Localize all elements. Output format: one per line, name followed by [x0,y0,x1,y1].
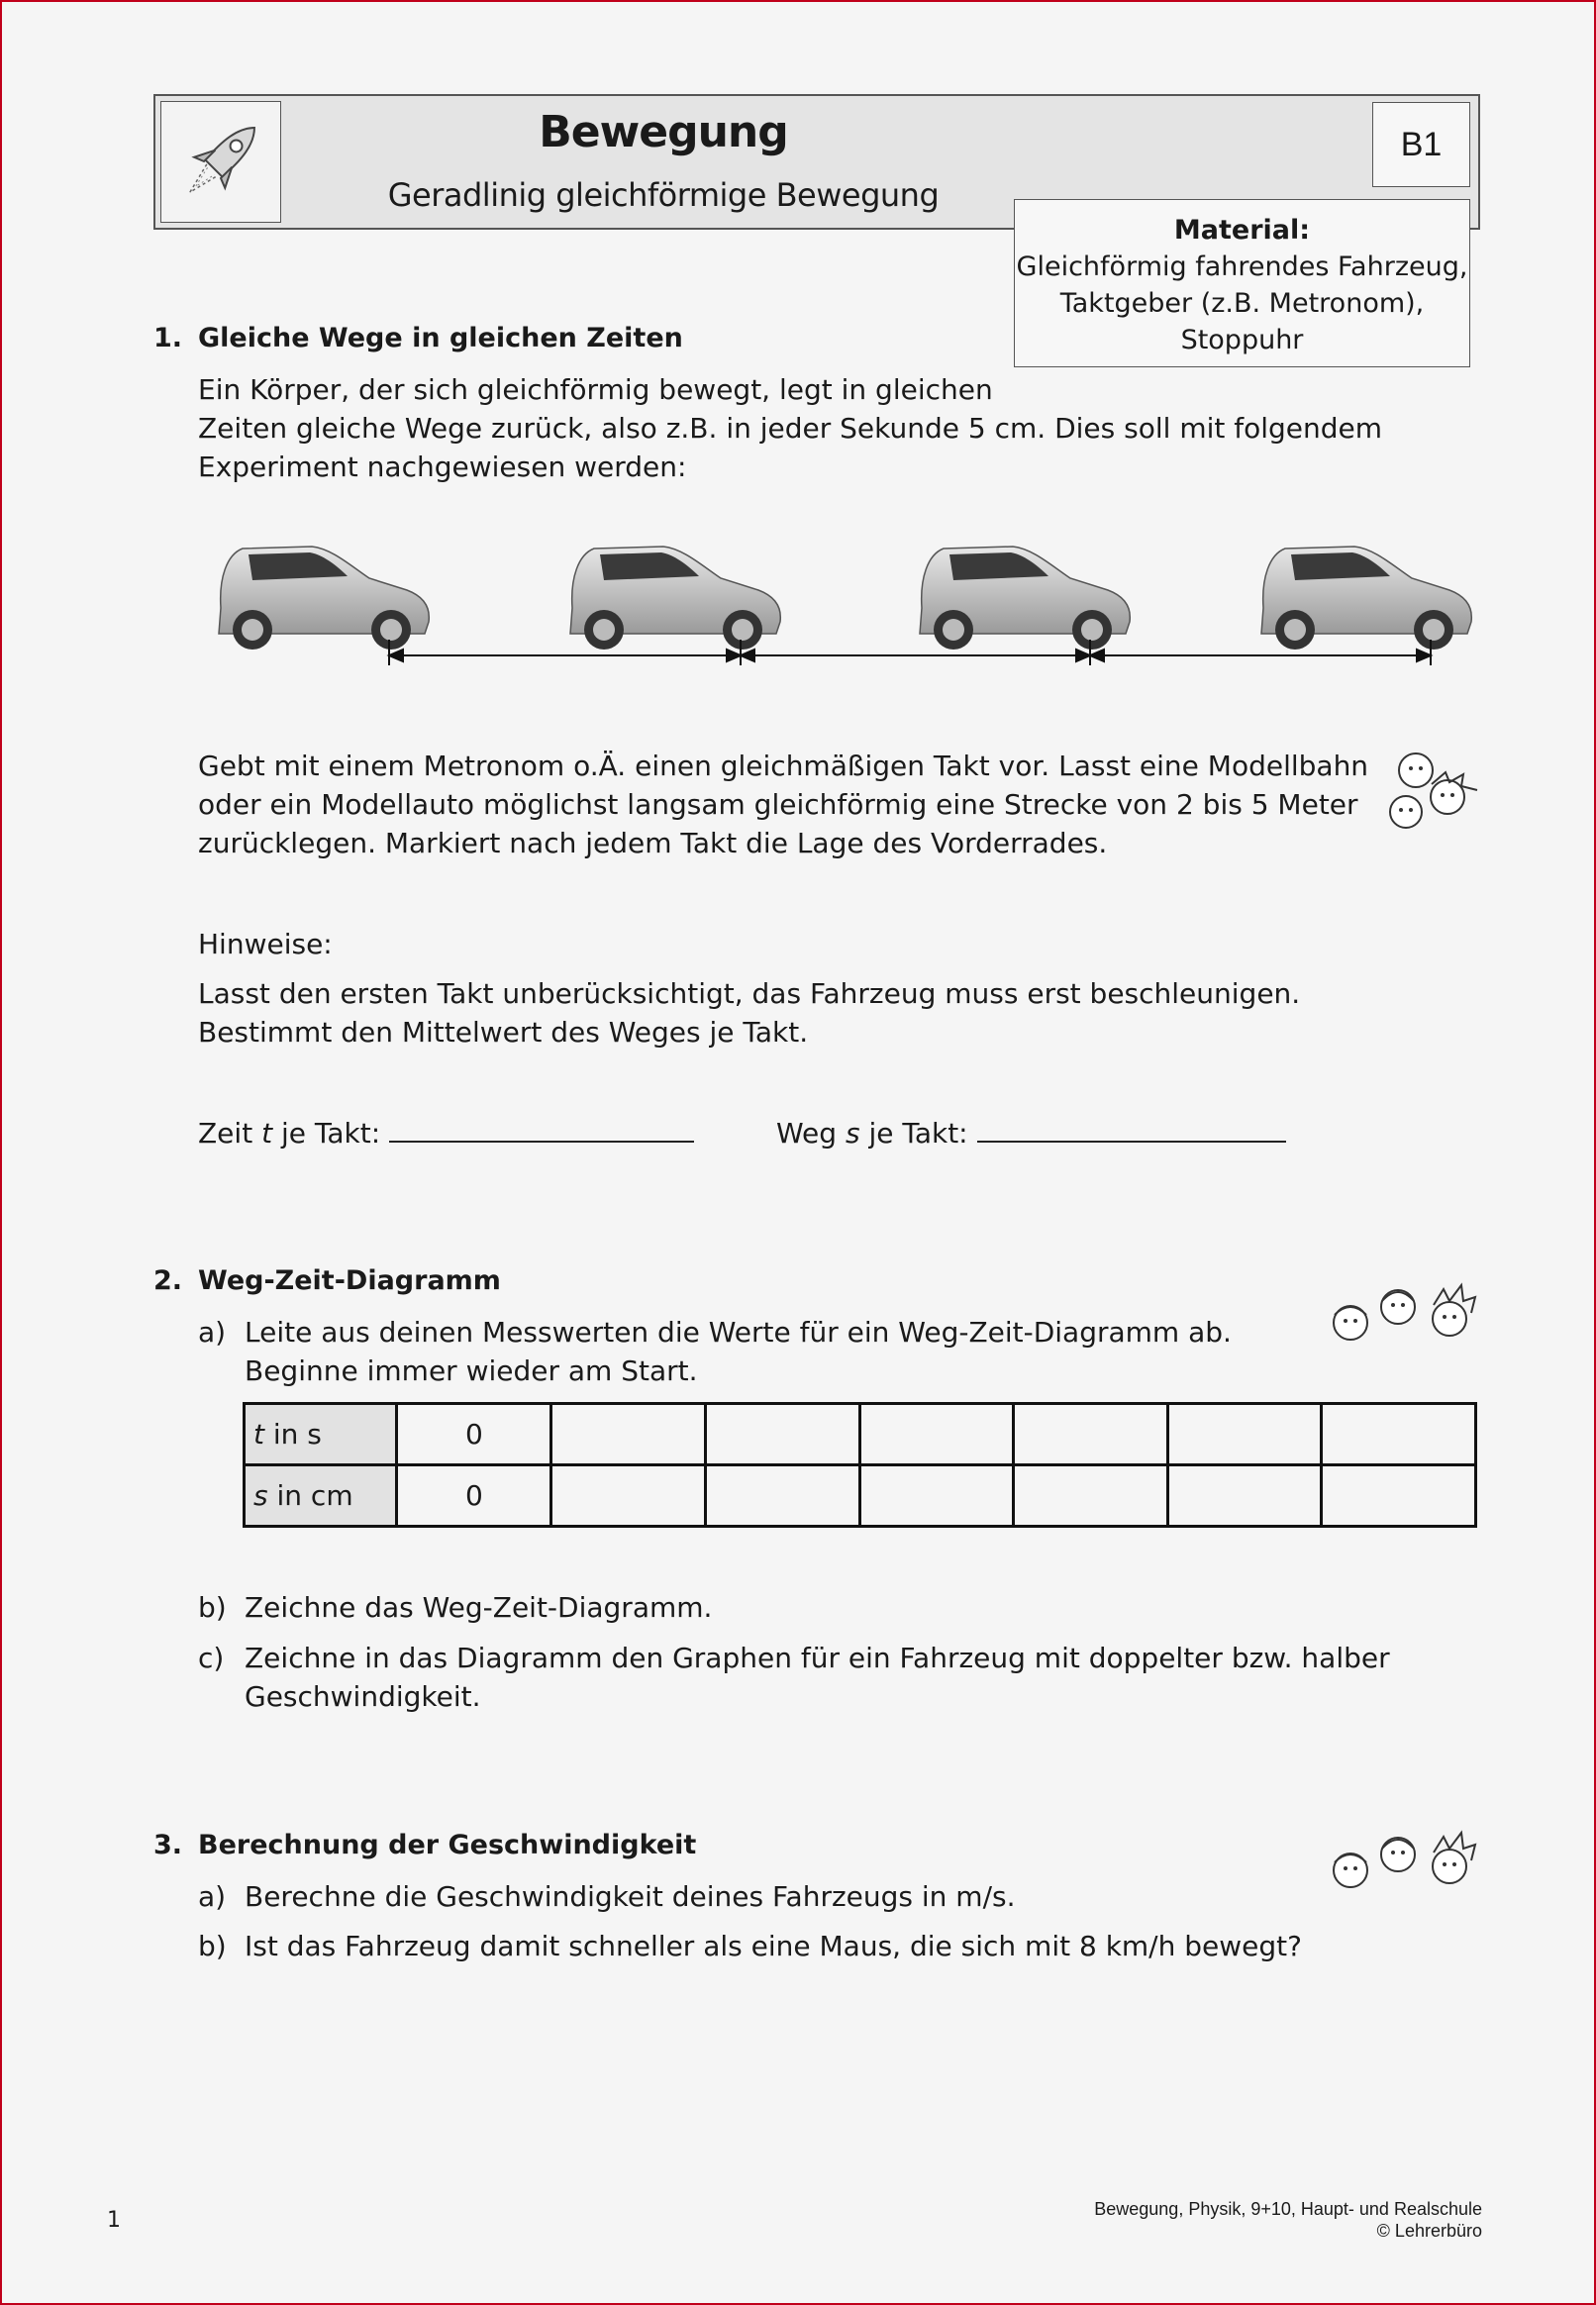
variable-t: t [261,1117,273,1150]
table-cell-empty[interactable] [1322,1465,1476,1527]
section-2-heading [153,1265,501,1296]
field-label: je Takt: [272,1117,390,1150]
task-3a [198,1877,1016,1916]
car-sequence-illustration [203,525,1490,668]
material-line: Taktgeber (z.B. Metronom), [1059,288,1425,319]
logo-frame [160,101,281,223]
row-unit: in cm [267,1479,353,1512]
car-icon [219,547,429,650]
distance-per-beat-field [776,1115,1286,1150]
car-icon [570,547,780,650]
distance-arrows [389,640,1431,665]
table-cell-empty[interactable] [1322,1404,1476,1465]
text-line: Bestimmt den Mittelwert des Weges je Takt. [198,1016,809,1049]
text-line: zurücklegen. Markiert nach jedem Takt die Lage des Vorderrades. [198,827,1108,859]
section-number: 1. [153,323,183,353]
text-line: Zeichne in das Diagramm den Graphen für ein Fahrzeug mit doppelter bzw. halber [245,1642,1390,1674]
section-1-instruction [198,747,1368,862]
task-3b [198,1927,1302,1965]
text-line: Lasst den ersten Takt unberücksichtigt, das Fahrzeug muss erst beschleunigen. [198,977,1301,1010]
group-work-icon [1327,1827,1480,1901]
car-icon [920,547,1130,650]
task-text: Zeichne das Weg-Zeit-Diagramm. [245,1591,713,1624]
text-line: Leite aus deinen Messwerten die Werte für ein Weg-Zeit-Diagramm ab. [245,1316,1232,1349]
variable-s: s [253,1479,268,1512]
field-label: Weg [776,1117,846,1150]
measurement-table [243,1402,1477,1528]
row-header-time [245,1404,397,1465]
task-label: a) [198,1880,227,1913]
worksheet-badge: B1 [1372,102,1470,187]
variable-t: t [253,1418,264,1451]
footer-line: © Lehrerbüro [1376,2221,1482,2241]
page-subtitle: Geradlinig gleichförmige Bewegung [387,176,940,214]
task-label: c) [198,1642,225,1674]
text-line: Zeiten gleiche Wege zurück, also z.B. in jeder Sekunde 5 cm. Dies soll mit folgendem [198,412,1383,445]
hints-text [198,974,1300,1052]
car-icon [1261,547,1471,650]
task-label: b) [198,1591,227,1624]
table-cell: 0 [397,1404,551,1465]
text-line: Experiment nachgewiesen werden: [198,451,687,483]
table-row [245,1465,1476,1527]
table-cell-empty[interactable] [859,1404,1014,1465]
table-cell-empty[interactable] [551,1465,706,1527]
footer-credits [1094,2198,1482,2242]
row-header-distance [245,1465,397,1527]
page-number: 1 [107,2208,121,2233]
section-3-heading [153,1830,696,1860]
distance-answer-blank[interactable] [977,1115,1286,1143]
variable-s: s [845,1117,860,1150]
task-2b [198,1588,712,1627]
table-cell-empty[interactable] [1167,1465,1322,1527]
page-title: Bewegung [539,107,788,157]
row-unit: in s [263,1418,322,1451]
rocket-icon [161,102,280,221]
hints-title: Hinweise: [198,928,333,960]
task-label: a) [198,1316,227,1349]
time-answer-blank[interactable] [389,1115,694,1143]
table-cell-empty[interactable] [551,1404,706,1465]
task-text: Ist das Fahrzeug damit schneller als eine Maus, die sich mit 8 km/h bewegt? [245,1930,1303,1962]
section-number: 3. [153,1830,183,1860]
material-line: Gleichförmig fahrendes Fahrzeug, [1016,251,1468,282]
table-cell-empty[interactable] [1014,1465,1168,1527]
time-per-beat-field [198,1115,694,1150]
task-2c [198,1639,1390,1716]
text-line: Ein Körper, der sich gleichförmig bewegt, legt in gleichen [198,373,993,406]
section-title: Gleiche Wege in gleichen Zeiten [198,323,683,353]
material-title: Material: [1173,215,1311,246]
section-title: Weg-Zeit-Diagramm [198,1265,501,1296]
section-1-intro [198,370,1382,486]
text-line: oder ein Modellauto möglichst langsam gleichförmig eine Strecke von 2 bis 5 Meter [198,788,1358,821]
table-row [245,1404,1476,1465]
field-label: je Takt: [859,1117,977,1150]
group-work-icon [1327,1279,1480,1353]
table-cell: 0 [397,1465,551,1527]
table-cell-empty[interactable] [859,1465,1014,1527]
table-cell-empty[interactable] [1167,1404,1322,1465]
task-label: b) [198,1930,227,1962]
text-line: Gebt mit einem Metronom o.Ä. einen gleichmäßigen Takt vor. Lasst eine Modellbahn [198,750,1369,782]
footer-line: Bewegung, Physik, 9+10, Haupt- und Realschule [1094,2199,1482,2219]
task-text: Berechne die Geschwindigkeit deines Fahrzeugs in m/s. [245,1880,1016,1913]
task-2a [198,1313,1232,1390]
section-title: Berechnung der Geschwindigkeit [198,1830,697,1860]
material-box [1014,199,1470,367]
table-cell-empty[interactable] [705,1465,859,1527]
table-cell-empty[interactable] [1014,1404,1168,1465]
material-line: Stoppuhr [1180,325,1304,355]
field-label: Zeit [198,1117,262,1150]
section-1-heading [153,323,683,353]
table-cell-empty[interactable] [705,1404,859,1465]
section-number: 2. [153,1265,183,1296]
text-line: Geschwindigkeit. [245,1680,481,1713]
text-line: Beginne immer wieder am Start. [245,1354,698,1387]
group-work-icon [1386,743,1480,847]
